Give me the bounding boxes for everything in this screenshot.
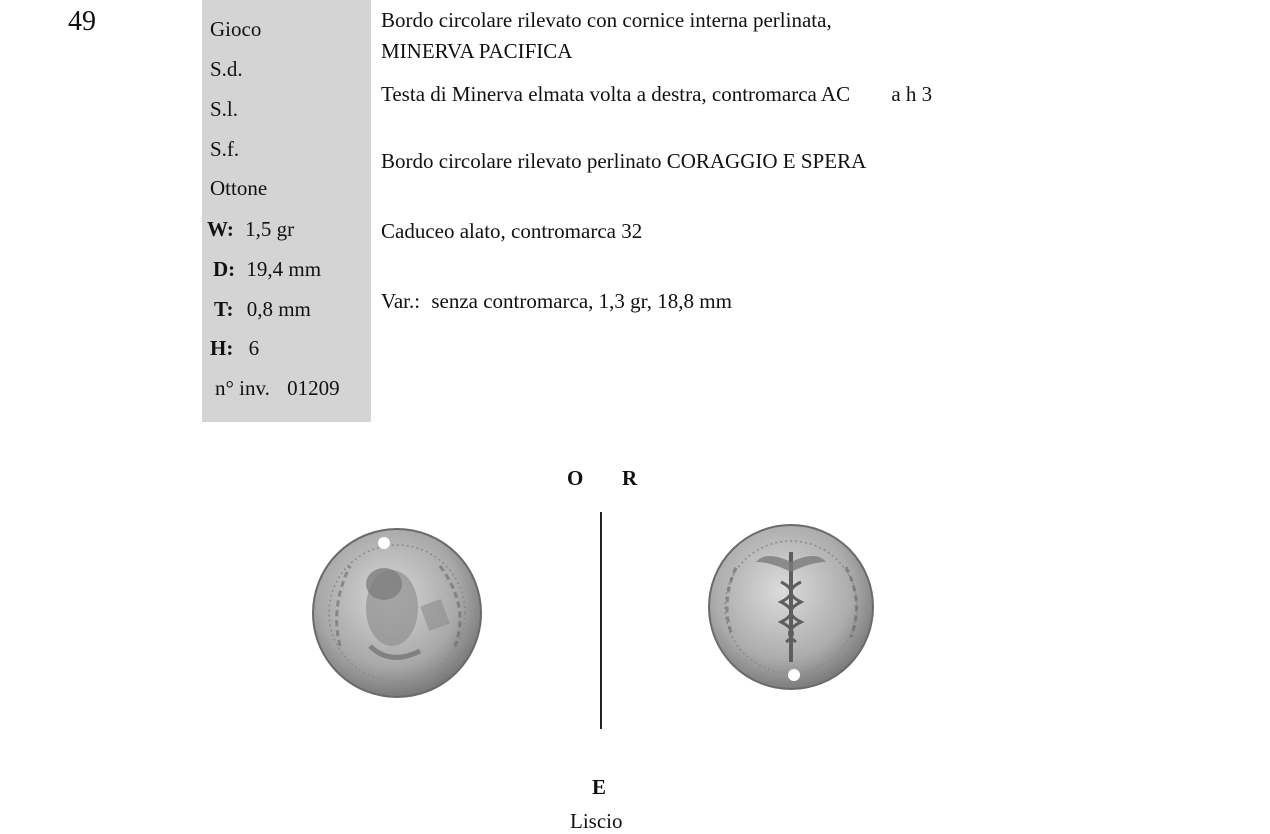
thickness-key: T: [214,297,234,321]
inventory-key: n° inv. [215,376,270,400]
variant-text: senza contromarca, 1,3 gr, 18,8 mm [431,289,732,313]
obverse-position: a h 3 [891,82,933,106]
obverse-field: Testa di Minerva elmata volta a destra, contromarca AC [381,82,851,106]
obverse-field-row [381,82,932,107]
thickness-value: 0,8 mm [246,297,311,321]
axis-row [210,336,259,361]
diameter-row [213,257,321,282]
obverse-coin-image [310,526,484,700]
coin-material: Ottone [210,176,268,200]
diameter-value: 19,4 mm [246,257,322,281]
coin-maker: S.f. [210,137,240,161]
edge-text: Liscio [570,809,623,833]
weight-key: W: [207,217,234,241]
inventory-value: 01209 [287,376,340,400]
image-divider [600,512,602,729]
diameter-key: D: [213,257,236,281]
coin-place: S.l. [210,97,239,121]
edge-label: E [592,775,607,799]
thickness-row [214,297,311,322]
obverse-border-line1: Bordo circolare rilevato con cornice interna perlinata, [381,8,832,32]
weight-value: 1,5 gr [245,217,295,241]
inventory-row [215,376,340,401]
obverse-label: O [567,466,584,490]
specs-sidebar [202,0,371,422]
variant-row [381,289,732,314]
axis-key: H: [210,336,234,360]
entry-number: 49 [68,6,96,37]
reverse-label: R [622,466,638,490]
coin-date: S.d. [210,57,243,81]
variant-label: Var.: [381,289,421,313]
reverse-coin-image [706,522,876,692]
weight-row [207,217,294,242]
reverse-border: Bordo circolare rilevato perlinato CORAGGIO E SPERA [381,149,867,173]
obverse-border-line2: MINERVA PACIFICA [381,39,573,63]
coin-type: Gioco [210,17,262,41]
axis-value: 6 [248,336,260,360]
reverse-field: Caduceo alato, contromarca 32 [381,219,643,243]
